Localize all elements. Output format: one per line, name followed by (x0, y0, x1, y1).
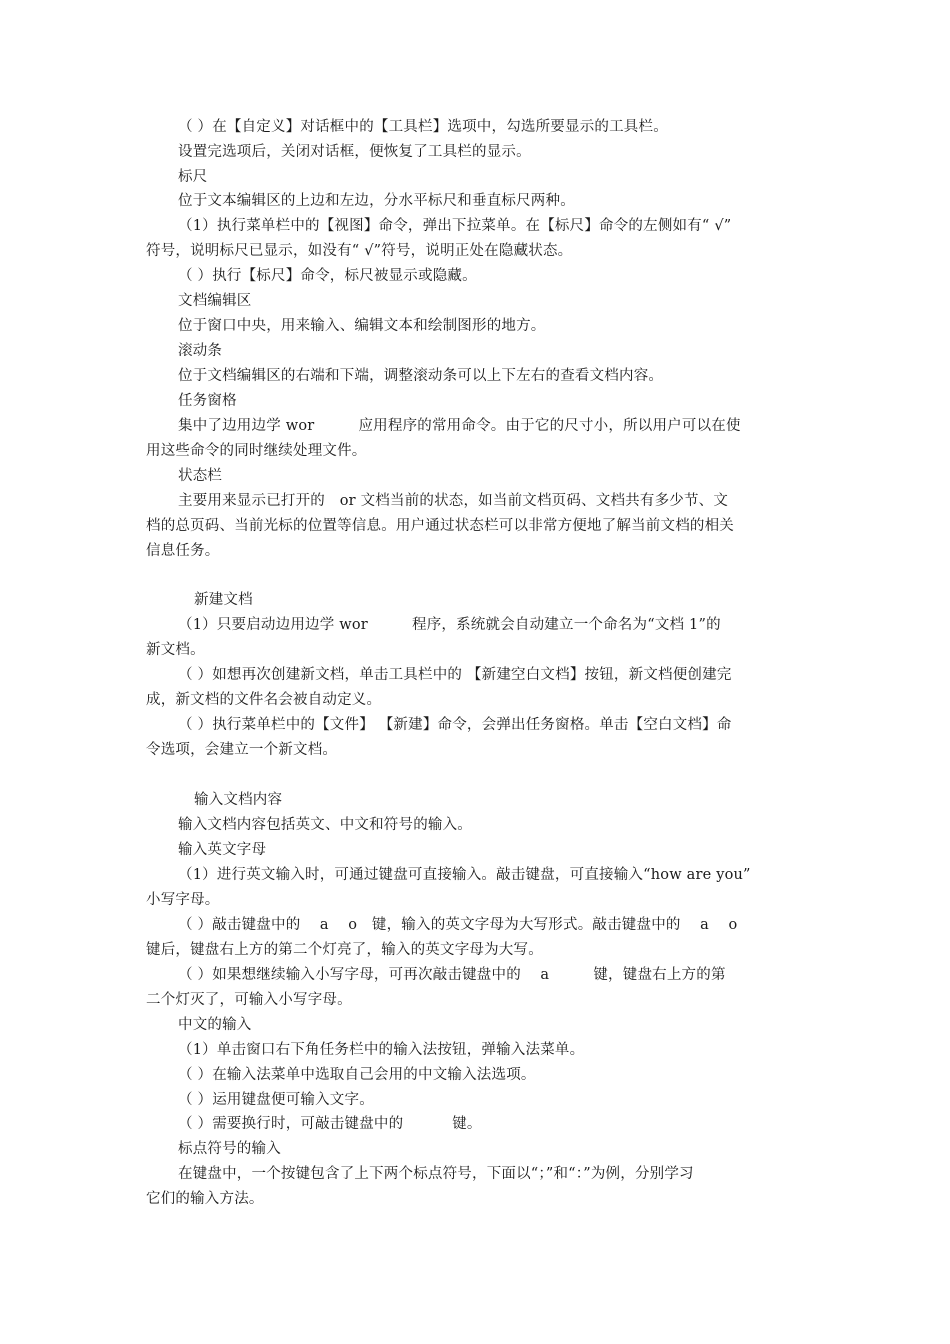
text-line: （ ）如想再次创建新文档，单击工具栏中的 【新建空白文档】按钮，新文档便创建完 (178, 667, 732, 683)
section-heading: 标尺 (178, 169, 208, 185)
section-heading: 标点符号的输入 (178, 1141, 281, 1157)
section-heading: 新建文档 (194, 592, 253, 608)
text-line: 用这些命令的同时继续处理文件。 (146, 443, 367, 459)
section-heading: 文档编辑区 (178, 293, 252, 309)
text-line: （ ）敲击键盘中的 a o 键，输入的英文字母为大写形式。敲击键盘中的 a o (178, 917, 738, 933)
text-line: （ ）如果想继续输入小写字母，可再次敲击键盘中的 a 键，键盘右上方的第 (178, 967, 726, 983)
text-line: （1）进行英文输入时，可通过键盘可直接输入。敲击键盘，可直接输入“how are you” (178, 867, 751, 883)
text-line: 在键盘中，一个按键包含了上下两个标点符号，下面以“；”和“：”为例，分别学习 (178, 1166, 694, 1182)
text-line: （ ）运用键盘便可输入文字。 (178, 1092, 374, 1108)
text-line: 它们的输入方法。 (146, 1191, 264, 1207)
text-line: （ ）需要换行时，可敲击键盘中的 键。 (178, 1116, 482, 1132)
text-line: 符号，说明标尺已显示，如没有“ √”符号，说明正处在隐藏状态。 (146, 243, 573, 259)
section-heading: 输入文档内容 (194, 792, 283, 808)
section-heading: 输入英文字母 (178, 842, 267, 858)
text-line: 位于窗口中央，用来输入、编辑文本和绘制图形的地方。 (178, 318, 546, 334)
section-heading: 状态栏 (178, 468, 223, 484)
text-line: 令选项，会建立一个新文档。 (146, 742, 338, 758)
text-line: 位于文档编辑区的右端和下端，调整滚动条可以上下左右的查看文档内容。 (178, 368, 664, 384)
text-line: （ ）执行菜单栏中的【文件】 【新建】命令，会弹出任务窗格。单击【空白文档】命 (178, 717, 732, 733)
text-line: 成，新文档的文件名会被自动定义。 (146, 692, 382, 708)
text-line: （ ）在【自定义】对话框中的【工具栏】选项中，勾选所要显示的工具栏。 (178, 119, 668, 135)
text-line: 键后，键盘右上方的第二个灯亮了，输入的英文字母为大写。 (146, 942, 543, 958)
text-line: （ ）执行【标尺】命令，标尺被显示或隐藏。 (178, 268, 477, 284)
text-line: 主要用来显示已打开的 or 文档当前的状态，如当前文档页码、文档共有多少节、文 (178, 493, 729, 509)
text-line: 集中了边用边学 wor 应用程序的常用命令。由于它的尺寸小，所以用户可以在使 (178, 418, 741, 434)
text-line: 位于文本编辑区的上边和左边，分水平标尺和垂直标尺两种。 (178, 193, 575, 209)
text-line: 二个灯灭了，可输入小写字母。 (146, 992, 352, 1008)
section-heading: 中文的输入 (178, 1017, 252, 1033)
section-heading: 任务窗格 (178, 393, 237, 409)
section-heading: 滚动条 (178, 343, 223, 359)
text-line: 小写字母。 (146, 892, 220, 908)
text-line: （1）单击窗口右下角任务栏中的输入法按钮，弹输入法菜单。 (178, 1042, 585, 1058)
text-line: 档的总页码、当前光标的位置等信息。用户通过状态栏可以非常方便地了解当前文档的相关 (146, 518, 734, 534)
text-line: 信息任务。 (146, 543, 220, 559)
text-line: 新文档。 (146, 642, 205, 658)
text-line: （ ）在输入法菜单中选取自己会用的中文输入法选项。 (178, 1067, 536, 1083)
text-line: 设置完选项后，关闭对话框，便恢复了工具栏的显示。 (178, 144, 531, 160)
text-line: （1）只要启动边用边学 wor 程序，系统就会自动建立一个命名为“文档 1”的 (178, 617, 721, 633)
text-line: 输入文档内容包括英文、中文和符号的输入。 (178, 817, 472, 833)
text-line: （1）执行菜单栏中的【视图】命令，弹出下拉菜单。在【标尺】命令的左侧如有“ √” (178, 218, 732, 234)
